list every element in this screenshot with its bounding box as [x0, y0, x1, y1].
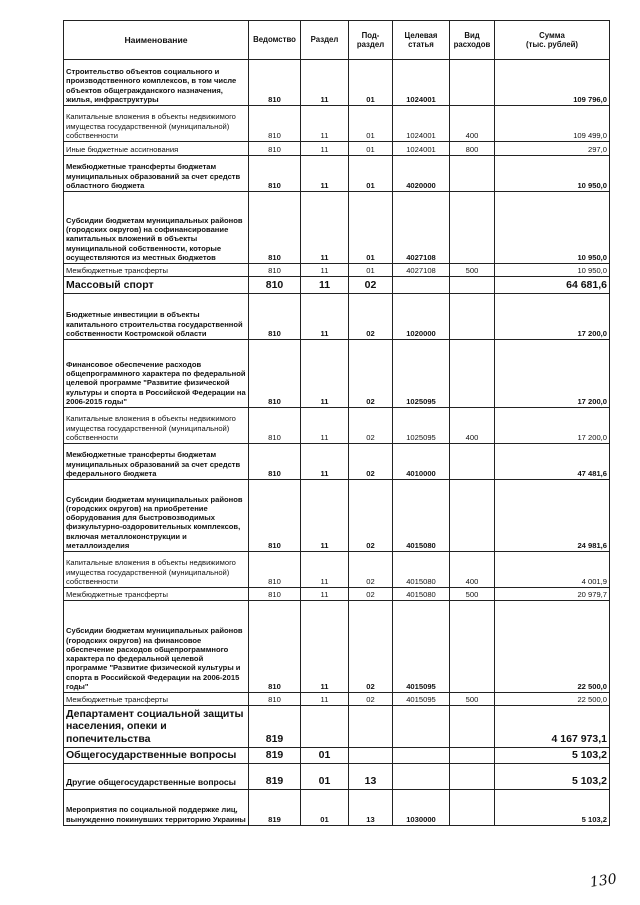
row-name: Департамент социальной защиты населения, опеки и попечительства	[64, 706, 249, 748]
row-name: Строительство объектов социального и производственного комплексов, в том числе объектов общегражданского назначения, жилья, инфраструктуры	[64, 60, 249, 106]
table-row	[64, 748, 610, 764]
row-dept: 819	[249, 763, 301, 789]
col-header-type: Вид расходов	[450, 21, 495, 60]
row-name: Межбюджетные трансферты бюджетам муниципальных образований за счет средств областного бюджета	[64, 156, 249, 192]
row-type	[450, 444, 495, 480]
row-sum: 22 500,0	[495, 601, 610, 693]
row-section: 11	[301, 552, 349, 588]
row-section: 11	[301, 588, 349, 601]
row-type: 500	[450, 693, 495, 706]
budget-table	[63, 20, 610, 826]
row-subsection: 01	[349, 192, 393, 264]
row-sum: 17 200,0	[495, 340, 610, 408]
row-name: Межбюджетные трансферты бюджетам муниципальных образований за счет средств федерального бюджета	[64, 444, 249, 480]
row-type: 400	[450, 106, 495, 142]
row-sum: 5 103,2	[495, 748, 610, 764]
row-name: Капитальные вложения в объекты недвижимого имущества государственной (муниципальной) собственности	[64, 408, 249, 444]
row-article: 1024001	[393, 142, 450, 156]
row-sum: 5 103,2	[495, 789, 610, 825]
table-row	[64, 588, 610, 601]
row-subsection: 13	[349, 763, 393, 789]
row-dept: 810	[249, 192, 301, 264]
table-row	[64, 408, 610, 444]
row-section: 11	[301, 408, 349, 444]
table-row	[64, 693, 610, 706]
row-subsection: 02	[349, 294, 393, 340]
row-section: 11	[301, 277, 349, 294]
row-name: Межбюджетные трансферты	[64, 264, 249, 277]
row-type: 500	[450, 264, 495, 277]
row-type	[450, 706, 495, 748]
row-type	[450, 748, 495, 764]
row-subsection: 01	[349, 156, 393, 192]
row-sum: 109 796,0	[495, 60, 610, 106]
row-sum: 4 001,9	[495, 552, 610, 588]
row-section: 11	[301, 156, 349, 192]
col-header-subsection: Под- раздел	[349, 21, 393, 60]
row-type	[450, 480, 495, 552]
row-type: 400	[450, 408, 495, 444]
row-name: Субсидии бюджетам муниципальных районов (городских округов) на приобретение оборудования для быстровозводимых физкультурно-оздоровительных комплексов, включая металлоконструкции и металлоизделия	[64, 480, 249, 552]
row-name: Иные бюджетные ассигнования	[64, 142, 249, 156]
row-subsection	[349, 706, 393, 748]
row-article: 1030000	[393, 789, 450, 825]
row-subsection: 01	[349, 60, 393, 106]
row-section: 11	[301, 480, 349, 552]
row-subsection: 02	[349, 693, 393, 706]
table-row	[64, 60, 610, 106]
row-article: 1024001	[393, 106, 450, 142]
row-dept: 810	[249, 408, 301, 444]
row-dept: 810	[249, 340, 301, 408]
table-row	[64, 192, 610, 264]
row-dept: 810	[249, 294, 301, 340]
row-subsection: 02	[349, 588, 393, 601]
row-sum: 20 979,7	[495, 588, 610, 601]
row-dept: 810	[249, 480, 301, 552]
row-section: 11	[301, 264, 349, 277]
row-dept: 810	[249, 277, 301, 294]
table-row	[64, 106, 610, 142]
row-section: 11	[301, 601, 349, 693]
table-row	[64, 340, 610, 408]
row-sum: 47 481,6	[495, 444, 610, 480]
row-sum: 17 200,0	[495, 408, 610, 444]
col-header-name: Наименование	[64, 21, 249, 60]
row-type	[450, 601, 495, 693]
row-dept: 810	[249, 60, 301, 106]
row-dept: 810	[249, 444, 301, 480]
row-sum: 64 681,6	[495, 277, 610, 294]
row-sum: 5 103,2	[495, 763, 610, 789]
row-subsection	[349, 748, 393, 764]
row-name: Межбюджетные трансферты	[64, 693, 249, 706]
row-dept: 810	[249, 156, 301, 192]
table-row	[64, 480, 610, 552]
row-type	[450, 277, 495, 294]
row-name: Финансовое обеспечение расходов общепрограммного характера по федеральной целевой программе "Развитие физической культуры и спорта в Российской Федерации на 2006-2015 годы"	[64, 340, 249, 408]
row-section: 11	[301, 106, 349, 142]
row-sum: 10 950,0	[495, 156, 610, 192]
row-type	[450, 294, 495, 340]
row-section: 01	[301, 748, 349, 764]
table-row	[64, 706, 610, 748]
row-section: 11	[301, 294, 349, 340]
row-article: 4027108	[393, 192, 450, 264]
row-name: Субсидии бюджетам муниципальных районов (городских округов) на софинансирование капитальных вложений в объекты муниципальной собственности, которые осуществляются из местных бюджетов	[64, 192, 249, 264]
row-name: Межбюджетные трансферты	[64, 588, 249, 601]
row-type: 400	[450, 552, 495, 588]
row-subsection: 02	[349, 444, 393, 480]
row-section: 11	[301, 60, 349, 106]
row-article: 1025095	[393, 340, 450, 408]
row-article: 4027108	[393, 264, 450, 277]
row-dept: 810	[249, 142, 301, 156]
row-subsection: 02	[349, 277, 393, 294]
col-header-section: Раздел	[301, 21, 349, 60]
row-dept: 810	[249, 588, 301, 601]
row-article: 4020000	[393, 156, 450, 192]
table-row	[64, 601, 610, 693]
row-section: 11	[301, 192, 349, 264]
page-number: 130	[589, 871, 618, 891]
row-section: 11	[301, 444, 349, 480]
row-article: 4015080	[393, 588, 450, 601]
row-sum: 17 200,0	[495, 294, 610, 340]
row-article	[393, 748, 450, 764]
table-row	[64, 789, 610, 825]
row-sum: 10 950,0	[495, 264, 610, 277]
row-sum: 24 981,6	[495, 480, 610, 552]
row-article: 4015095	[393, 601, 450, 693]
row-name: Капитальные вложения в объекты недвижимого имущества государственной (муниципальной) собственности	[64, 106, 249, 142]
row-dept: 819	[249, 748, 301, 764]
row-article	[393, 706, 450, 748]
col-header-article: Целевая статья	[393, 21, 450, 60]
table-row	[64, 142, 610, 156]
row-article: 4010000	[393, 444, 450, 480]
table-row	[64, 552, 610, 588]
row-article: 4015080	[393, 480, 450, 552]
col-header-sum: Сумма (тыс. рублей)	[495, 21, 610, 60]
row-article	[393, 763, 450, 789]
row-sum: 297,0	[495, 142, 610, 156]
row-article: 1020000	[393, 294, 450, 340]
row-sum: 109 499,0	[495, 106, 610, 142]
row-section: 11	[301, 142, 349, 156]
table-row	[64, 763, 610, 789]
row-dept: 810	[249, 264, 301, 277]
row-dept: 810	[249, 601, 301, 693]
row-subsection: 02	[349, 340, 393, 408]
row-type: 800	[450, 142, 495, 156]
row-subsection: 01	[349, 106, 393, 142]
row-dept: 810	[249, 693, 301, 706]
row-section: 11	[301, 693, 349, 706]
row-name: Массовый спорт	[64, 277, 249, 294]
row-section	[301, 706, 349, 748]
table-header-row	[64, 21, 610, 60]
row-article: 4015095	[393, 693, 450, 706]
row-name: Общегосударственные вопросы	[64, 748, 249, 764]
row-type	[450, 156, 495, 192]
row-name: Бюджетные инвестиции в объекты капитального строительства государственной собственности Костромской области	[64, 294, 249, 340]
row-name: Субсидии бюджетам муниципальных районов (городских округов) на финансовое обеспечение расходов общепрограммного характера по федеральной целевой программе "Развитие физической культуры и спорта в Российской Федерации на 2006-2015 годы"	[64, 601, 249, 693]
row-subsection: 13	[349, 789, 393, 825]
row-dept: 810	[249, 552, 301, 588]
row-sum: 4 167 973,1	[495, 706, 610, 748]
row-subsection: 01	[349, 264, 393, 277]
row-dept: 819	[249, 789, 301, 825]
row-article: 4015080	[393, 552, 450, 588]
row-type	[450, 60, 495, 106]
row-type: 500	[450, 588, 495, 601]
row-name: Другие общегосударственные вопросы	[64, 763, 249, 789]
row-name: Мероприятия по социальной поддержке лиц, вынужденно покинувших территорию Украины	[64, 789, 249, 825]
row-subsection: 01	[349, 142, 393, 156]
table-row	[64, 277, 610, 294]
row-type	[450, 340, 495, 408]
table-row	[64, 444, 610, 480]
row-subsection: 02	[349, 601, 393, 693]
row-type	[450, 763, 495, 789]
row-subsection: 02	[349, 480, 393, 552]
row-sum: 22 500,0	[495, 693, 610, 706]
col-header-dept: Ведомство	[249, 21, 301, 60]
row-section: 01	[301, 763, 349, 789]
row-article	[393, 277, 450, 294]
row-type	[450, 789, 495, 825]
row-subsection: 02	[349, 552, 393, 588]
row-section: 11	[301, 340, 349, 408]
row-dept: 819	[249, 706, 301, 748]
table-row	[64, 294, 610, 340]
row-name: Капитальные вложения в объекты недвижимого имущества государственной (муниципальной) собственности	[64, 552, 249, 588]
row-subsection: 02	[349, 408, 393, 444]
table-row	[64, 264, 610, 277]
row-article: 1024001	[393, 60, 450, 106]
row-sum: 10 950,0	[495, 192, 610, 264]
row-dept: 810	[249, 106, 301, 142]
row-section: 01	[301, 789, 349, 825]
row-type	[450, 192, 495, 264]
row-article: 1025095	[393, 408, 450, 444]
table-row	[64, 156, 610, 192]
